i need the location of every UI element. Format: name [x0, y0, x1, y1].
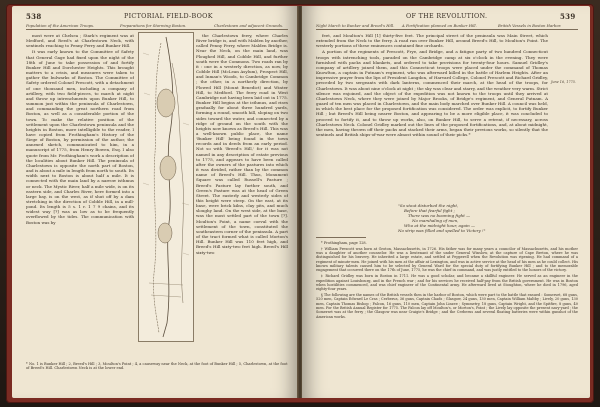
right-paragraph: feet, and Moulton's Hill [1] thirty-five feet. The principal street of the peninsula was Main Street, which extended from the Neck to the ferry. A road ran over Bunker Hill, around Breed's Hill, to Moulton's Point. The westerly portions of these eminences contained fine orchards. — [316, 33, 548, 49]
left-text-column-a — [26, 33, 134, 359]
left-subhead-2: Preparations for Storming Boston. — [120, 23, 187, 28]
left-subhead-3: Charlestown and adjacent Grounds. — [214, 23, 284, 28]
poem-line: Who at the midnight hour, again — — [404, 223, 475, 228]
right-text-body — [316, 33, 548, 201]
charlestown-map — [138, 32, 194, 342]
left-col-a-paragraph: most were at Chelsea ; Stark's regiment was at Medford, and Reed's at Charlestown Neck, with sentinels reaching to Penny Ferry and Bunker Hill. — [26, 33, 134, 49]
footnote: † William Prescott was born at Groton, Massachusetts, in 1726. His father was for many years a councilor of Massachusetts, and his mother was a daughter of another counselor. He was a lieutenant of the under General Winslow, at the capture of Cape Breton, where he was distinguished for his bravery. He inherited a large estate, and settled at Pepperell when the Revolution was ripening. He had command of a regiment of minute-men. He joined with his men at the affair at Lexington, and was in active service at the head of his men as he could collect. His known military talents caused him to be selected by General Ward for the special duty of fortifying Bunker Hill ; and to the memorable engagement that occurred there on the 17th of June, 1775, he was the chief in command, and was justly entitled to the honors of the victory. — [316, 246, 578, 273]
right-subhead-1: Night March to Bunker and Breed's Hill. — [316, 23, 395, 28]
margin-date-note: June 16, 1775. — [551, 80, 576, 84]
poem-line: No strip was filled and spelled to Victory !" — [398, 228, 486, 233]
map-illustration — [139, 33, 193, 341]
left-page-number: 538 — [26, 12, 42, 21]
left-col-b-paragraph: the Charlestown ferry, where Charles River bridge is, and with Malden by another, called Penny Ferry, where Malden Bridge is. Near the Neck, on the main land, was Ploughed Hill, and Cobble Hill, and further south were the Commons. Two roads ran by it : one in a westerly direction, as now, by Cobble Hill (McLean Asylum), Prospect Hill, and Inman's Woods, to Cambridge Common ; the other, in a northerly direction, by Plowed Hill (Mount Benedict) and Winter Hill, to Medford. The ferry road in West Cambridge not having been laid out in 1775. Bunker Hill begins at the isthmus, and rises gradually for about three hundred yards, forming a round, smooth hill, sloping on two sides toward the water, and connected by a ridge of ground on the south with the heights now known as Breed's Hill. This was a well-known public place, the name 'Bunker Hill' being found in the town records and in deeds from an early period. Not so with 'Breed's Hill,' for it was not named in any description of estate previous to 1775, and appears to have been called after the owners of the pastures into which it was divided, rather than by the common name of Breed's Hill. Thus, Monument Square was called Russell's Pasture ; Breed's Pasture lay further south, and Green's Pasture was at the head of Green Street. The easterly and westerly sides of this height were steep. On the east, at its base, were brick kilns, clay pits, and much sloughy land. On the west side, at the base, was the most settled part of the town [?]. Moulton's Point, a name coeval with the settlement of the town, constituted the southeastern corner of the peninsula. A part of the tract formed what is called Morton's Hill. Bunker Hill was 110 feet high, and Breed's Hill sixty-two feet high. Breed's Hill sixty-two — [196, 33, 288, 255]
right-page — [302, 6, 590, 398]
left-text-column-b — [196, 33, 288, 359]
poem-line: "So stout disturbed the night, — [398, 203, 459, 208]
right-page-number: 539 — [560, 12, 576, 21]
footnote-reference: * Frothingham, page 128. — [321, 241, 367, 245]
left-col-a-paragraph: It was early known to the Committee of Safety that General Gage had fixed upon the night of the 18th of June to take possession of and fortify Bunker Hill and Dorchester Heights. This brought matters to a crisis, and measures were taken to gather the bulwarks of Boston. The Committee of Safety ordered Colonel Prescott, with a detachment of one thousand men, including a company of artillery, with two field-pieces, to march at night and throw up intrenchments upon Bunker Hill, to summon just within the peninsula of Charlestown, and commanding the great northern road from Boston, as well as a considerable portion of the town. To make the relative position of the settlement upon the Charlestown peninsula and the heights in Boston, more intelligible to the reader, I have copied from Frothingham's History of the Siege of Boston, by permission of the author, the annexed sketch, communicated to him, in a manuscript of 1775, from Henry Bowen, Esq. I also quote from Mr. Frothingham's work a description of the localities about Bunker Hill. The peninsula of Charlestown is opposite the north part of Boston, and is about a mile in length from north to south. Its width next to Boston is about half a mile. It is connected with the main land by a narrow isthmus or neck. The Mystic River, half a mile wide, is on its eastern side, and Charles River, here formed into a large bay, is on the west, as if shut off by a dam stretching in the direction of Cobble Hill, in a mill-pond. Its length is 5 s. 1 r. 1 7 9 chains, and its widest way [?] was as low as to be frequently overflowed by the tides. The communication with Boston was by — [26, 49, 134, 225]
left-running-head — [26, 12, 42, 21]
poem-line: There was no booming fight — — [408, 213, 471, 218]
footnote: ‡ Richard Gridley was born in Boston in 1711. He was a good scholar, and became a skillful engineer. He served as an engineer in the expedition against Louisbourg, and in the French war ; and for his services he received half-pay from the British government. He was in Boston when hostilities commenced, and was chief engineer of the Continental army. He afterward lived at Stoughton, where he died in 1796, aged eighty-four years. — [316, 274, 578, 292]
footnote: § The following are the names of the British vessels then in the harbor of Boston, which were part to the battle that ensued : Somerset, 68 guns, 520 men, Captain Edward Le Cras ; Cerberus, 36 guns, Captain Chads ; Glasgow, 24 guns, 130 men, Captain William Maltby ; Lively, 20 guns, 130 men, Captain Thomas Bishop ; Falcon, 16 guns, 110 men, Captain John Linzee ; Symmetry, 18 guns, Captain Wright, and the Spitfire, 8 guns, 40 men. For the British Annual Register for 1775. The Falcon lay off Moulton's, or Morton's, Point ; the Lively lay opposite the present navy-yard ; the Somerset was at the ferry ; the Glasgow was near Craigie's Bridge ; and the Cerberus and several floating batteries were within gunshot of the American works. — [316, 293, 578, 319]
poem-line: Before that fearful fight ; — [404, 208, 455, 213]
left-header-rule — [26, 29, 288, 30]
footnote-rule — [316, 237, 366, 238]
right-header-rule — [316, 29, 578, 30]
right-running-title: OF THE REVOLUTION. — [406, 12, 488, 20]
right-subhead-2: A Fortification planned on Bunker Hill. — [402, 23, 477, 28]
left-page — [12, 6, 298, 398]
right-running-head — [560, 12, 576, 21]
right-subhead-3: British Vessels in Boston Harbor. — [498, 23, 562, 28]
left-subhead-1: Population of the American Troops. — [26, 23, 95, 28]
poem-block — [398, 203, 528, 233]
map-caption: * No. 1 is Bunker Hill ; 2, Breed's Hill ; 3, Moulton's Point ; 4, a causeway near the Neck, at the foot of Bunker Hill ; 5, Charlestown, at the foot of Breed's Hill. Charlestown Neck is at the lower end. — [26, 362, 288, 371]
footnotes-block — [316, 241, 578, 320]
left-running-title: PICTORIAL FIELD-BOOK — [124, 12, 213, 20]
right-paragraph: A portion of the regiments of Prescott, Frye, and Bridge, and a fatigue party of two hundred Connecticut troops with intrenching tools, paraded on the Cambridge camp at six o'clock in the evening. They were furnished with packs and blankets, and ordered to take provisions for twenty-four hours. Samuel Gridley's company of artillery joined them, and this Connecticut troops were placed under the command of Thomas Knowlton, a captain in Putnam's regiment, who was afterward killed in the battle of Harlem Heights. After an impressive prayer from the lips of President Langdon, of Harvard College, Colonel Prescott and Richard Gridley, preceded by two sergeants with dark lanterns, commenced their march, at the head of the troops, for Charlestown. It was about nine o'clock at night ; the sky was clear and starry, and the weather very warm. Strict silence was enjoined, and the object of the expedition was not known to the troops until they arrived at Charlestown Neck, where they were joined by Major Brooks, of Bridge's regiment, and General Putnam. A guard of ten men was placed in Charlestown, and the main body marched over Bunker Hill. A council was held, in which the best place for the proposed fortification was considered. The order was explicit, to fortify Bunker Hill ; but Breed's Hill being nearer Boston, and appearing to be a more eligible place, it was concluded to proceed to fortify it, and to throw up works, also, on Bunker Hill, to serve a retreat, if necessary, across Charlestown Neck. Colonel Gridley marked out the lines of the proposed fortifications, and, at about midnight, the men, having thrown off their packs and stacked their arms, began their previous works, so silently that the sentinels and British ships-of-war were almost within sound of their picks.* — [316, 49, 548, 137]
poem-line: No marshaling of men, — [412, 218, 459, 223]
